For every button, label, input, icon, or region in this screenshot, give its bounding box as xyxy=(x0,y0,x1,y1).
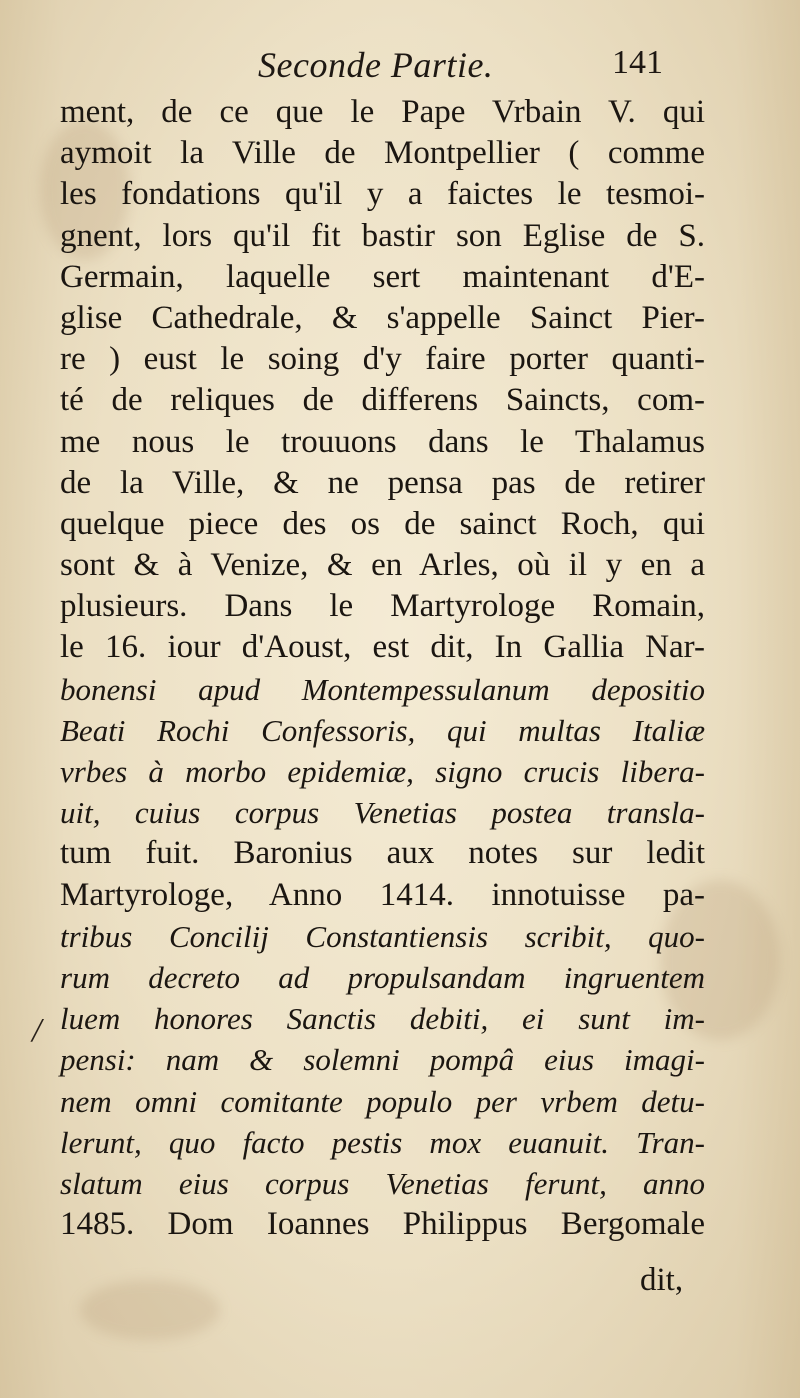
text-line-latin: uit, cuius corpus Venetias postea transla- xyxy=(60,795,705,831)
text-line-latin: luem honores Sanctis debiti, ei sunt im- xyxy=(60,1001,705,1037)
text-line: gnent, lors qu'il fit bastir son Eglise de S. xyxy=(60,217,705,254)
text-line: me nous le trouuons dans le Thalamus xyxy=(60,423,705,460)
text-line: plusieurs. Dans le Martyrologe Romain, xyxy=(60,588,705,625)
text-line-latin: vrbes à morbo epidemiæ, signo crucis libera- xyxy=(60,754,705,789)
text-line-latin: lerunt, quo facto pestis mox euanuit. Tran- xyxy=(60,1124,705,1160)
text-line: té de reliques de differens Saincts, com- xyxy=(60,382,705,419)
page-number: 141 xyxy=(612,44,663,81)
text-line-latin: nem omni comitante populo per vrbem detu- xyxy=(60,1083,705,1119)
text-line: de la Ville, & ne pensa pas de retirer xyxy=(60,464,705,501)
margin-mark: / xyxy=(32,1012,42,1049)
running-title: Seconde Partie. xyxy=(258,45,494,85)
paper-stain xyxy=(80,1280,220,1340)
catchword: dit, xyxy=(640,1262,684,1298)
page-header xyxy=(0,44,800,94)
text-line: les fondations qu'il y a faictes le tesmoi- xyxy=(60,176,705,213)
text-line: sont & à Venize, & en Arles, où il y en a xyxy=(60,547,705,584)
text-line-latin: bonensi apud Montempessulanum depositio xyxy=(60,671,705,707)
text-line: le 16. iour d'Aoust, est dit, In Gallia Nar- xyxy=(60,629,705,666)
text-line: re ) eust le soing d'y faire porter quanti- xyxy=(60,341,705,378)
text-line-latin: rum decreto ad propulsandam ingruentem xyxy=(60,959,705,995)
text-line: quelque piece des os de sainct Roch, qui xyxy=(60,505,705,542)
text-line: aymoit la Ville de Montpellier ( comme xyxy=(60,135,705,172)
text-line: Germain, laquelle sert maintenant d'E- xyxy=(60,258,705,295)
text-line: glise Cathedrale, & s'appelle Sainct Pier- xyxy=(60,299,705,336)
body-text xyxy=(60,92,705,1245)
text-line-latin: slatum eius corpus Venetias ferunt, anno xyxy=(60,1165,705,1201)
text-line-latin: tribus Concilij Constantiensis scribit, quo- xyxy=(60,918,705,954)
text-line: tum fuit. Baronius aux notes sur ledit xyxy=(60,835,705,872)
text-line: ment, de ce que le Pape Vrbain V. qui xyxy=(60,94,705,130)
text-line-latin: pensi: nam & solemni pompâ eius imagi- xyxy=(60,1042,705,1078)
text-line: Martyrologe, Anno 1414. innotuisse pa- xyxy=(60,876,705,913)
text-line-latin: Beati Rochi Confessoris, qui multas Italiæ xyxy=(60,712,705,748)
text-line: 1485. Dom Ioannes Philippus Bergomale xyxy=(60,1206,705,1243)
